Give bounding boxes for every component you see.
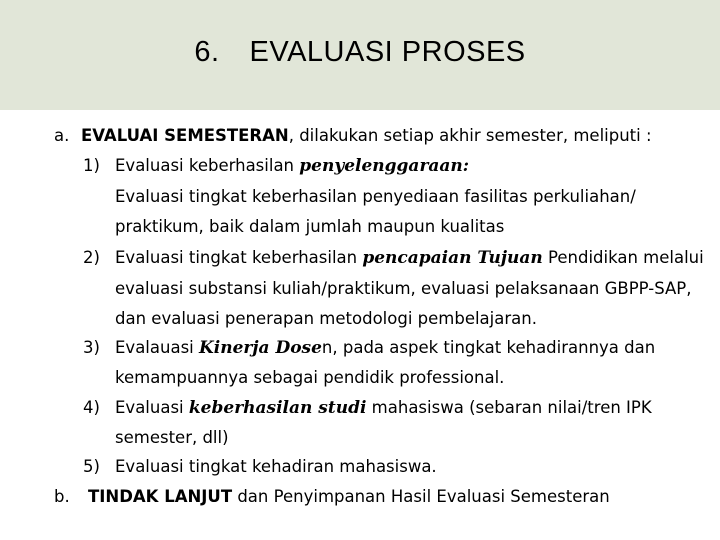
item-text-tail: n, pada aspek tingkat kehadirannya dan — [321, 338, 656, 357]
list-marker: 4) — [83, 398, 100, 417]
item-text: Evaluasi tingkat kehadiran mahasiswa. — [115, 457, 437, 476]
list-item — [83, 457, 437, 477]
item-emphasis: pencapaian Tujuan — [362, 248, 543, 268]
item-text-tail: mahasiswa (sebaran nilai/tren IPK — [366, 398, 652, 417]
item-text: Evaluasi — [115, 398, 189, 417]
item-emphasis: keberhasilan studi — [188, 398, 367, 418]
section-a-marker: a. — [54, 126, 70, 145]
list-marker: 2) — [83, 248, 100, 267]
item-continuation: evaluasi substansi kuliah/praktikum, evaluasi pelaksanaan GBPP-SAP, — [115, 279, 692, 298]
item-continuation: kemampuannya sebagai pendidik professional. — [115, 368, 505, 387]
item-text: Evalauasi — [115, 338, 199, 357]
list-marker: 5) — [83, 457, 100, 476]
item-emphasis: penyelenggaraan: — [299, 156, 470, 176]
item-continuation: dan evaluasi penerapan metodologi pembelajaran. — [115, 309, 537, 328]
list-marker: 1) — [83, 156, 100, 175]
section-number: 6. — [194, 36, 220, 68]
section-a-text: , dilakukan setiap akhir semester, meliputi : — [288, 126, 652, 145]
section-a — [54, 126, 652, 146]
list-item — [83, 156, 469, 176]
item-continuation: Evaluasi tingkat keberhasilan penyediaan fasilitas perkuliahan/ — [115, 187, 636, 206]
section-title: EVALUASI PROSES — [249, 36, 526, 68]
section-a-heading: EVALUAI SEMESTERAN — [81, 126, 289, 145]
item-text: Evaluasi keberhasilan — [115, 156, 300, 175]
section-b-text: dan Penyimpanan Hasil Evaluasi Semesteran — [232, 487, 610, 506]
list-item — [83, 248, 704, 268]
list-item — [83, 398, 652, 418]
item-text: Evaluasi tingkat keberhasilan — [115, 248, 363, 267]
item-continuation: semester, dll) — [115, 428, 229, 447]
section-b-heading: TINDAK LANJUT — [88, 487, 233, 506]
section-b — [54, 487, 610, 507]
section-b-marker: b. — [54, 487, 70, 506]
list-item — [83, 338, 655, 358]
item-continuation: praktikum, baik dalam jumlah maupun kualitas — [115, 217, 505, 236]
item-text-tail: Pendidikan melalui — [542, 248, 704, 267]
item-emphasis: Kinerja Dose — [199, 338, 322, 358]
list-marker: 3) — [83, 338, 100, 357]
